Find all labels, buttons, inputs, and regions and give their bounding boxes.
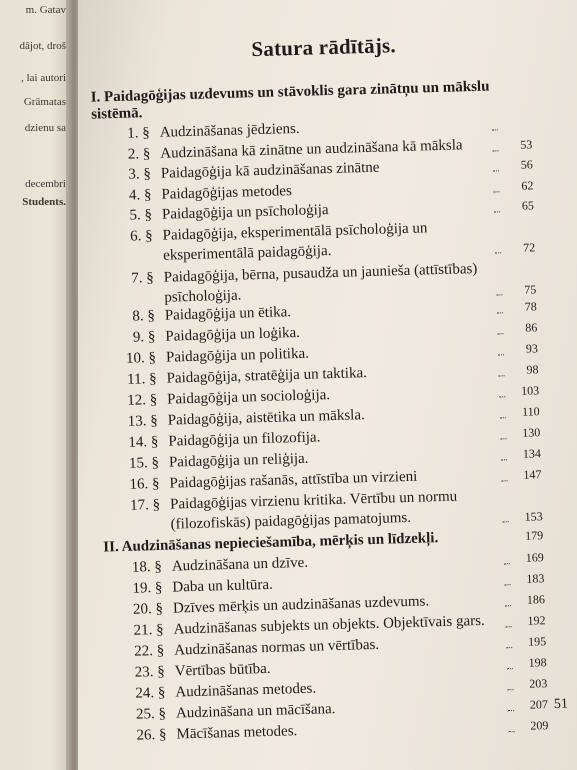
entry-title: Paidagōģija, eksperimentālā psīcholoģija un (162, 220, 428, 244)
section-number: 22. § (133, 642, 165, 660)
entry-page-number: 93 (525, 341, 539, 356)
entry-page-number: 86 (525, 320, 538, 335)
entry-title: Audzināšanas jēdziens. (159, 120, 300, 141)
entry-page-number: 186 (526, 592, 546, 607)
entry-title: Audzināšanas subjekts un objekts. Objektīvais gars. (173, 612, 485, 638)
entry-title: Paidagōģijas virzienu kritika. Vērtību un normu (169, 488, 458, 513)
section-number: 11. § (126, 370, 157, 388)
section-number: 15. § (128, 454, 160, 472)
entry-title: Paidagōģija, stratēģija un taktika. (166, 365, 368, 387)
section-number: 23. § (134, 663, 166, 681)
section-number: 2. § (127, 146, 151, 163)
left-page (0, 0, 72, 770)
entry-title: Paidagōģija, aistētika un māksla. (167, 407, 365, 429)
section-number: 18. § (131, 558, 163, 576)
section-number: 3. § (128, 166, 152, 183)
section-number: 7. § (131, 269, 155, 287)
entry-title: Paidagōģijas rašanās, attīstība un virzieni (169, 468, 418, 492)
entry-title: Audzināšana kā zinātne un audzināšana kā māksla (160, 137, 463, 162)
entry-page-number: 134 (522, 446, 542, 461)
section-heading-text: sistēmā. (90, 105, 143, 123)
entry-page-number: 198 (528, 655, 547, 670)
section-number: 4. § (128, 187, 152, 204)
entry-title-continued: (filozofiskās) paidagōģijas pamatojums. (170, 509, 412, 533)
entry-page-number: 65 (521, 198, 535, 213)
left-page-text: dājot, droš (19, 40, 66, 52)
section-number: 9. § (132, 328, 156, 346)
entry-page-number: 209 (530, 718, 549, 733)
entry-page-number: 103 (520, 383, 540, 398)
section-number: 20. § (132, 600, 164, 618)
entry-page-number: 110 (521, 404, 540, 419)
left-page-text: Students. (22, 196, 66, 208)
entry-title: Mācīšanas metodes. (176, 723, 298, 743)
entry-page-number: 72 (522, 240, 536, 255)
section-number: 17. § (129, 496, 161, 514)
entry-page-number: 183 (526, 571, 545, 586)
section-number: 8. § (132, 307, 156, 325)
section-number: 5. § (129, 207, 153, 224)
section-number: 12. § (126, 391, 158, 409)
table-of-contents (78, 0, 577, 770)
entry-page-number: 195 (527, 634, 547, 649)
entry-title: Paidagōģija un filozofija. (168, 429, 321, 450)
entry-title: Daba un kultūra. (172, 576, 274, 596)
left-page-text: dzienu sa (24, 122, 66, 134)
section-heading-text: II. Audzināšanas nepieciešamība, mērķis un līdzekļi. (103, 530, 439, 556)
entry-page-number: 203 (529, 676, 548, 691)
left-page-text: decembri (25, 178, 66, 190)
entry-title: Audzināšana un dzīve. (171, 554, 309, 575)
entry-title: Paidagōģija, bērna, pusaudža un jaunieša (attīstības) (163, 260, 478, 286)
entry-title: Paidagōģija un loģika. (165, 324, 301, 345)
entry-title: Paidagōģija un politika. (165, 345, 310, 366)
section-number: 6. § (129, 228, 153, 245)
entry-title: Paidagōģijas metodes (161, 183, 293, 203)
entry-title: Paidagōģija un psīcholoģija (161, 202, 329, 223)
section-number: 16. § (129, 475, 160, 493)
entry-page-number: 192 (527, 613, 546, 628)
entry-page-number: 153 (524, 509, 543, 524)
entry-title: Audzināšana un mācīšana. (175, 701, 336, 722)
entry-title: Vērtības būtība. (174, 660, 271, 680)
entry-page-number: 56 (520, 157, 533, 172)
left-page-text: m. Gatav (25, 4, 66, 16)
left-page-text: Grāmatas (23, 96, 66, 108)
section-heading-text: I. Paidagōģijas uzdevums un stāvoklis gara zinātņu un mākslu (90, 78, 490, 106)
section-number: 1. § (127, 125, 150, 142)
entry-page-number: 207 (529, 697, 549, 712)
entry-title-continued: eksperimentālā paidagōģija. (162, 243, 332, 264)
entry-title-continued: psīcholoģija. (164, 287, 242, 306)
entry-page-number: 147 (523, 467, 542, 482)
section-page-number: 179 (524, 528, 544, 543)
page-number: 51 (553, 696, 569, 712)
entry-title: Audzināšanas metodes. (175, 680, 317, 701)
entry-page-number: 78 (524, 299, 537, 314)
entry-title: Paidagōģija un socioloģija. (166, 387, 331, 408)
section-number: 25. § (135, 705, 167, 723)
entry-page-number (497, 115, 531, 116)
section-number: 13. § (127, 412, 159, 430)
entry-title: Audzināšanas normas un vērtības. (173, 636, 380, 659)
entry-title: Paidagōģija kā audzināšanas zinātne (160, 159, 380, 182)
section-number: 26. § (136, 726, 167, 744)
entry-page-number: 53 (520, 137, 533, 152)
section-number: 19. § (132, 579, 163, 597)
section-number: 21. § (133, 621, 164, 639)
page-title: Satura rādītājs. (251, 33, 397, 62)
left-page-text: , lai autori (21, 72, 66, 84)
entry-title: Paidagōģija un reliģija. (168, 450, 309, 471)
entry-page-number: 75 (524, 282, 537, 297)
entry-page-number: 62 (521, 178, 534, 193)
section-number: 24. § (135, 684, 166, 702)
book-page (78, 0, 577, 770)
entry-title: Paidagōģija un ētika. (164, 304, 292, 324)
section-number: 14. § (128, 433, 159, 451)
entry-page-number: 169 (525, 550, 544, 565)
section-number: 10. § (125, 349, 157, 367)
dot-leader (492, 128, 498, 130)
entry-page-number: 130 (522, 425, 541, 440)
entry-page-number: 98 (526, 362, 539, 377)
entry-title: Dzīves mērķis un audzināšanas uzdevums. (172, 593, 430, 617)
